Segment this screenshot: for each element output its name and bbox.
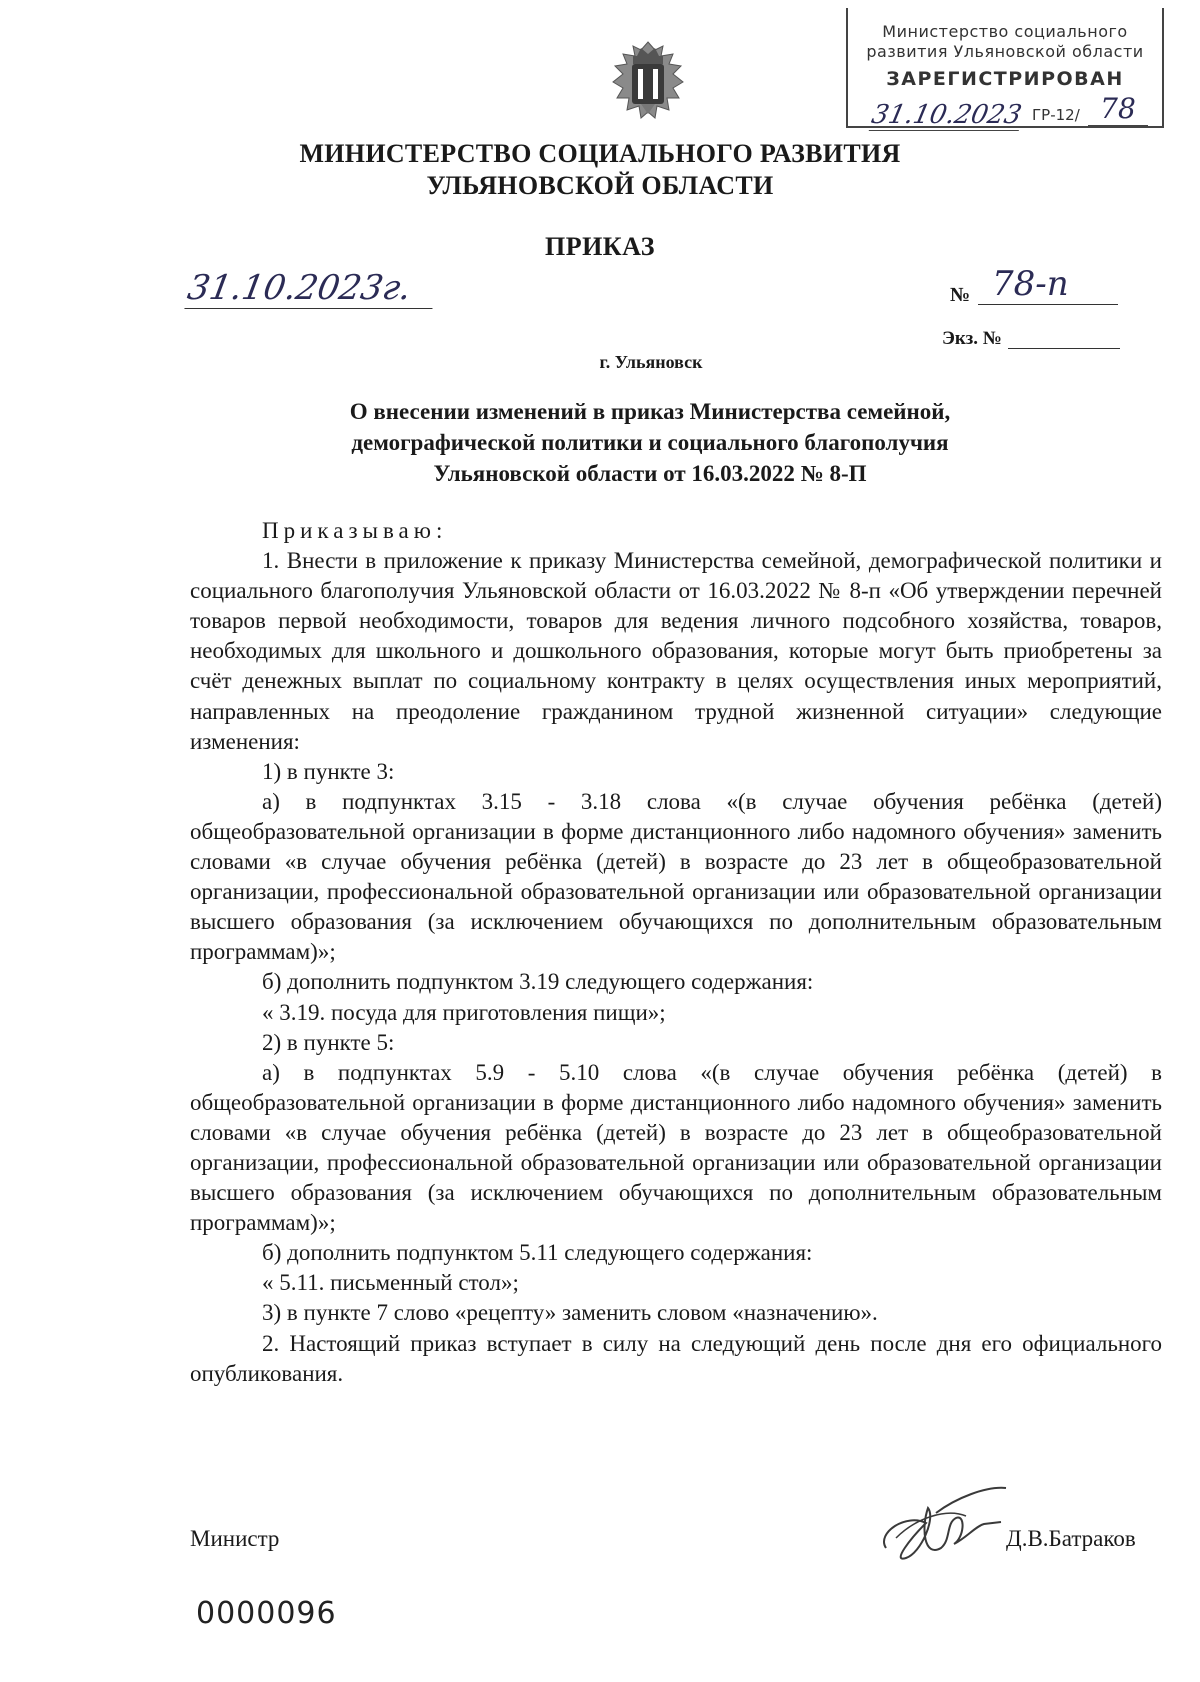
paragraph-1: 1. Внести в приложение к приказу Министерства семейной, демографической политики и социального благополучия Ульяновской области от 16.03.2022 № 8-п «Об утверждении перечней товаров первой необходимости, товаров для ведения личного подсобного хозяйства, товаров, необходимых для школьного и дошкольного образования, которые могут быть приобретены за счёт денежных выплат по социальному контракту в целях осуществления иных мероприятий, направленных на преодоление гражданином трудной жизненной ситуации» следующие изменения: [190,548,1162,754]
paragraph-1-item-1b: б) дополнить подпунктом 3.19 следующего содержания: [262,969,814,995]
paragraph-1-item-2b-text: « 5.11. письменный стол»; [262,1270,519,1296]
signer-name: Д.В.Батраков [1006,1526,1136,1551]
handwritten-signature [866,1478,1016,1578]
order-subject [270,396,1030,489]
document-type: ПРИКАЗ [544,232,656,261]
paragraph-1-item-2b: б) дополнить подпунктом 5.11 следующего содержания: [262,1240,813,1266]
stamp-ministry-line1: Министерство социального [882,22,1128,41]
registration-stamp [846,8,1164,128]
copy-number-label: Экз. № [942,328,1002,349]
paragraph-2: 2. Настоящий приказ вступает в силу на следующий день после дня его официального опубликования. [190,1330,1162,1386]
paragraph-1-item-1b-text: « 3.19. посуда для приготовления пищи»; [262,999,666,1025]
stamp-ministry-line2: развития Ульяновской области [866,42,1144,61]
signer-position: Министр [190,1526,280,1551]
paragraph-1-item-3: 3) в пункте 7 слово «рецепту» заменить словом «назначению». [262,1300,878,1326]
document-serial-number: 0000096 [196,1596,337,1631]
copy-number-blank-line [1008,348,1120,349]
stamp-registration-number: 78 [1088,92,1148,126]
order-body [190,516,1162,1389]
paragraph-1-item-1: 1) в пункте 3: [262,758,395,784]
stamp-registration-prefix: ГР-12/ [1032,106,1080,124]
order-date-handwritten: 31.10.2023г. [184,268,439,309]
ministry-name-line1: МИНИСТЕРСТВО СОЦИАЛЬНОГО РАЗВИТИЯ [299,139,901,168]
ministry-name-line2: УЛЬЯНОВСКОЙ ОБЛАСТИ [426,171,774,200]
coat-of-arms-icon [603,38,693,128]
stamp-date-handwritten: 31.10.2023 [868,100,1025,130]
subject-line1: О внесении изменений в приказ Министерства семейной, [349,399,951,424]
order-number-handwritten: 78-п [978,264,1118,305]
subject-line2: демографической политики и социального благополучия [351,430,949,455]
ministry-name [0,138,1200,202]
order-directive: Приказываю: [262,518,448,543]
paragraph-1-item-2: 2) в пункте 5: [262,1029,395,1055]
stamp-status: ЗАРЕГИСТРИРОВАН [886,68,1124,90]
city-name: г. Ульяновск [599,352,703,372]
subject-line3: Ульяновской области от 16.03.2022 № 8-П [433,461,867,486]
order-number-label: № [950,284,971,306]
paragraph-1-item-1a: а) в подпунктах 3.15 - 3.18 слова «(в случае обучения ребёнка (детей) общеобразовательной организации в форме дистанционного либо надомного обучения» заменить словами «в случае обучения ребёнка (детей) в возрасте до 23 лет в общеобразовательной организации, профессиональной образовательной организации или образовательной организации высшего образования (за исключением обучающихся по дополнительным образовательным программам)»; [190,788,1162,965]
paragraph-1-item-2a: а) в подпунктах 5.9 - 5.10 слова «(в случае обучения ребёнка (детей) в общеобразовательной организации в форме дистанционного либо надомного обучения» заменить словами «в случае обучения ребёнка (детей) в возрасте до 23 лет в общеобразовательной организации, профессиональной образовательной организации или образовательной организации высшего образования (за исключением обучающихся по дополнительным образовательным программам)»; [190,1059,1162,1236]
